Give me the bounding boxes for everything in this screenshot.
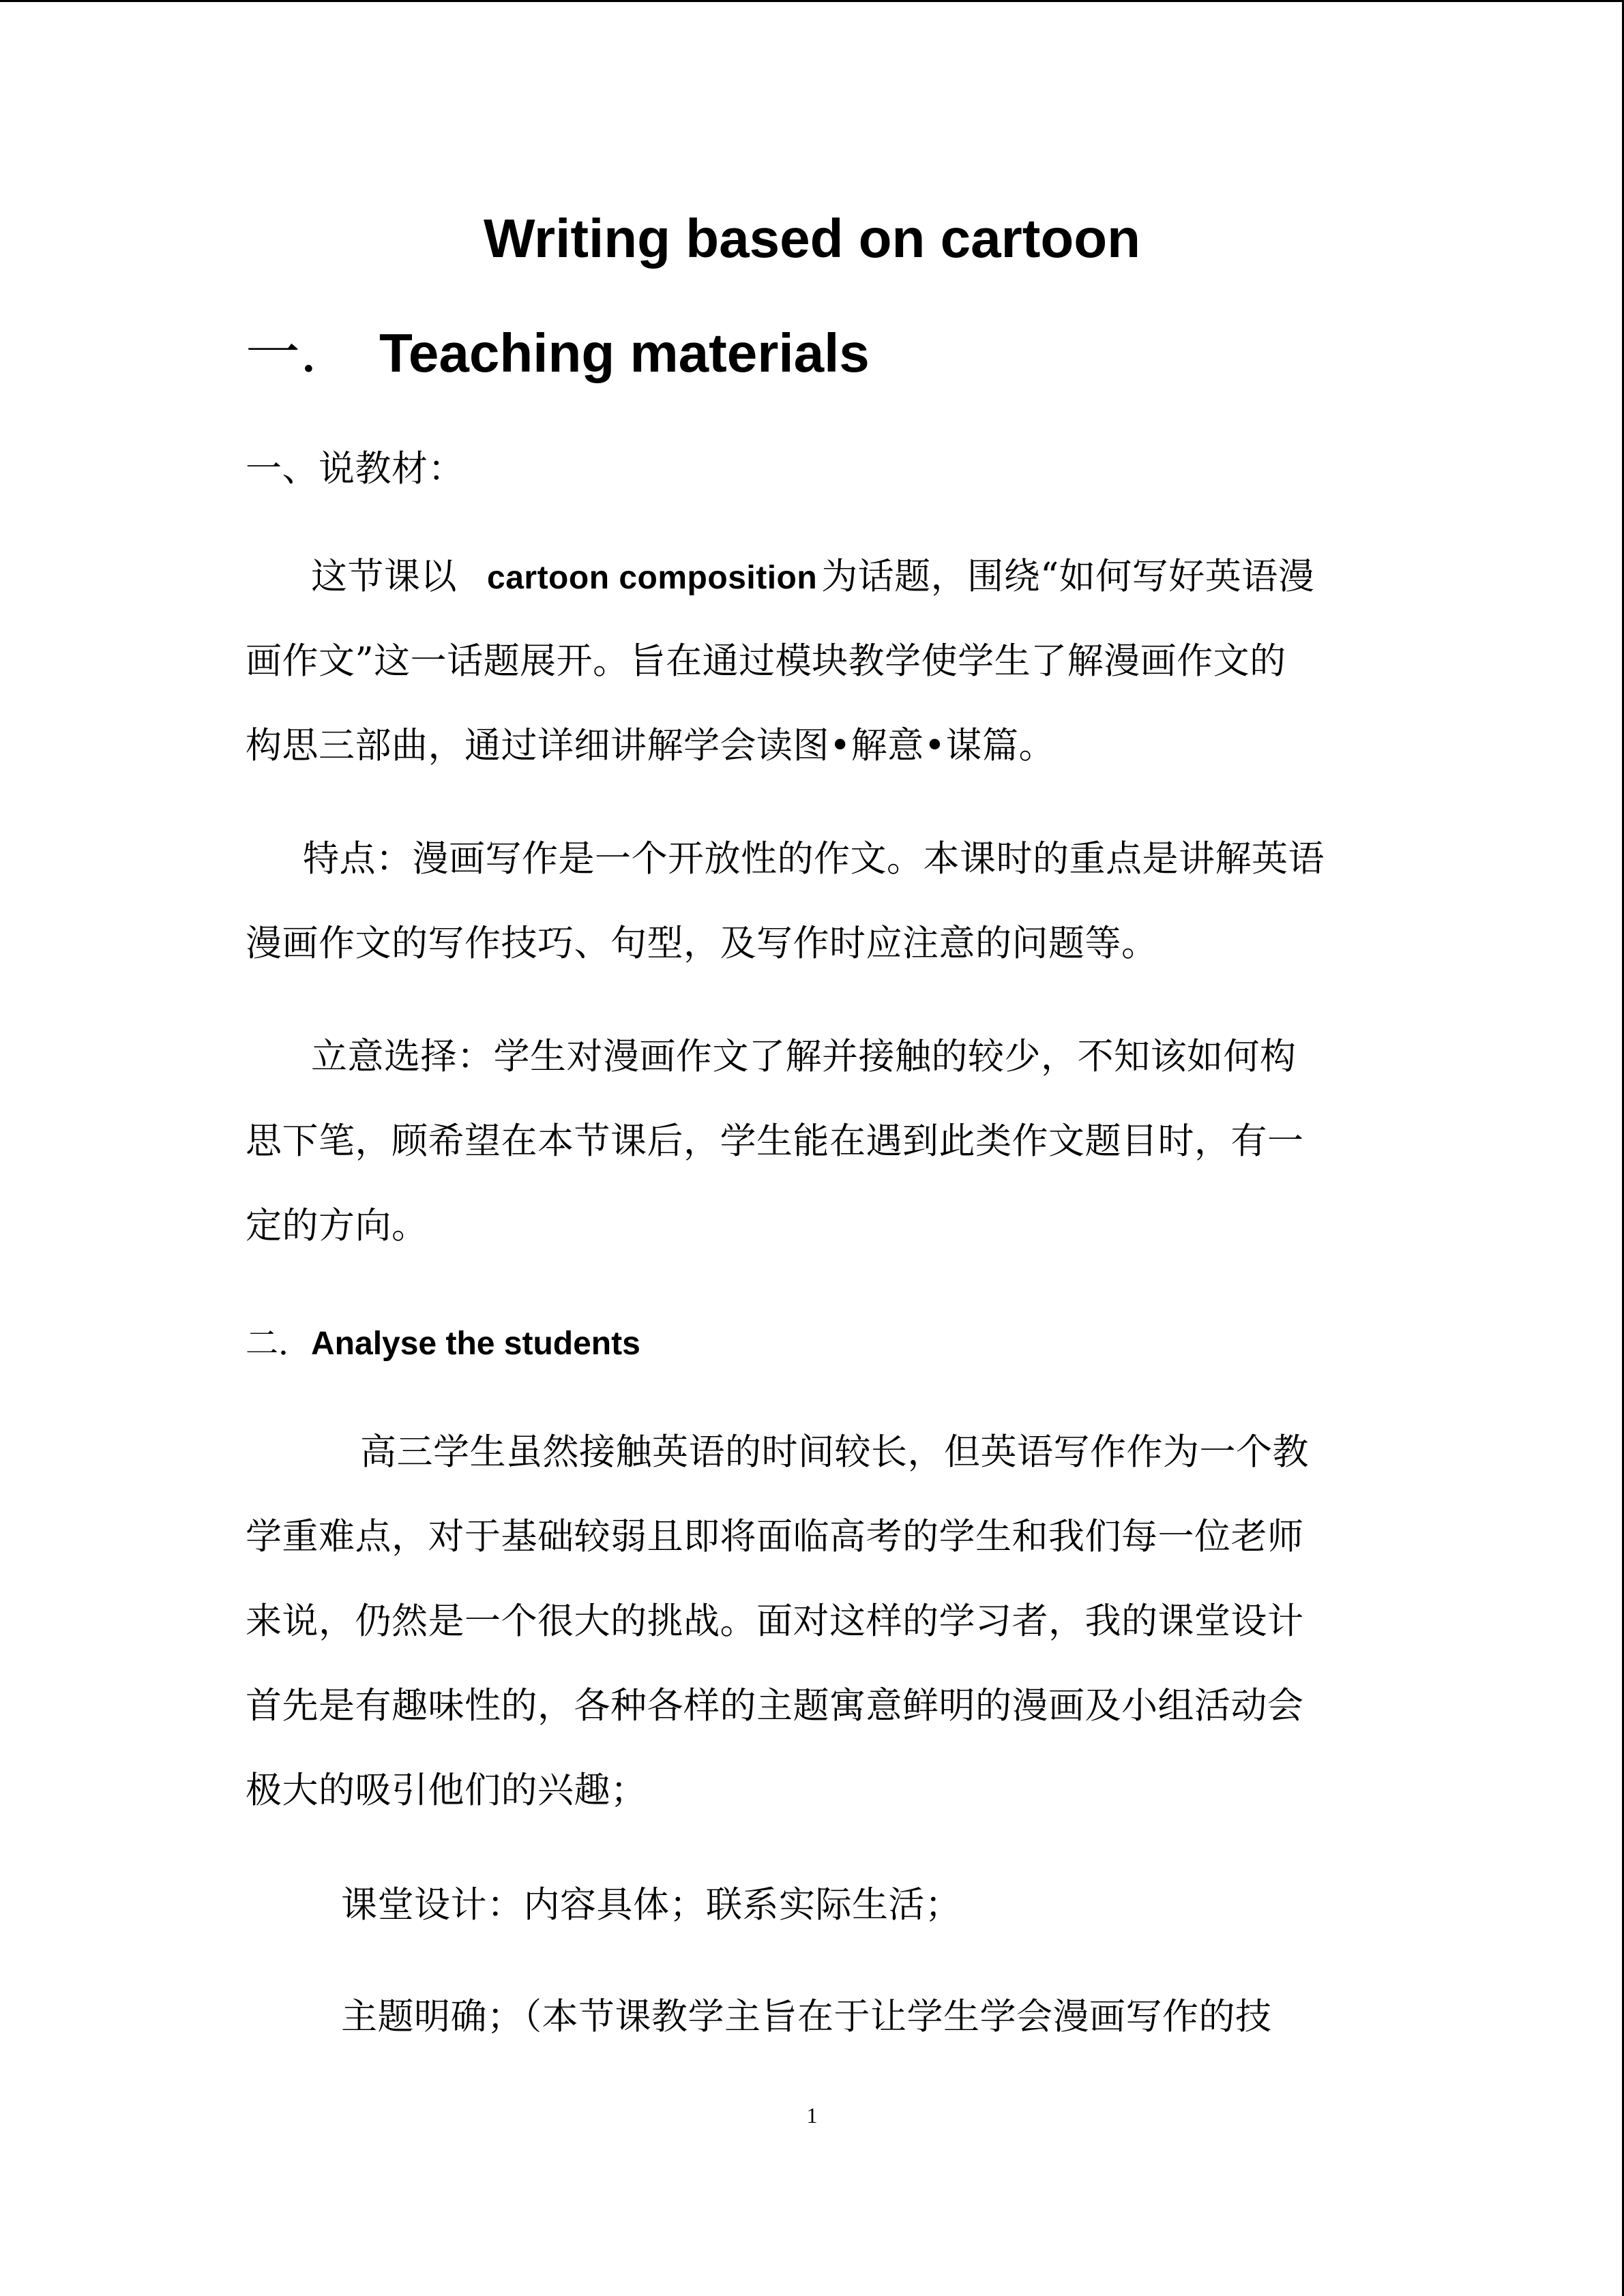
- section-heading-analyse-students: [246, 1320, 640, 1368]
- paragraph-line: 定的方向。: [246, 1205, 428, 1247]
- paragraph-line: 主题明确；（本节课教学主旨在于让学生学会漫画写作的技: [341, 1996, 1272, 2038]
- page-number: 1: [806, 2103, 818, 2128]
- english-term: cartoon composition: [487, 560, 818, 596]
- section-heading-text: Teaching materials: [379, 323, 870, 383]
- paragraph-line: 课堂设计：内容具体；联系实际生活；: [341, 1884, 962, 1926]
- paragraph-line: [311, 551, 1314, 604]
- section-heading-teaching-materials: [246, 319, 870, 387]
- section-number: 二．: [246, 1324, 312, 1362]
- document-title: Writing based on cartoon: [483, 208, 1140, 269]
- page-top-border: [0, 0, 1624, 2]
- paragraph-line: 学重难点，对于基础较弱且即将面临高考的学生和我们每一位老师: [246, 1516, 1304, 1557]
- paragraph-line: 极大的吸引他们的兴趣；: [246, 1770, 647, 1811]
- paragraph-line: 构思三部曲，通过详细讲解学会读图•解意•谋篇。: [246, 725, 1056, 766]
- paragraph-text: 为话题，围绕“如何写好英语漫: [821, 556, 1315, 597]
- paragraph-line: 画作文”这一话题展开。旨在通过模块教学使学生了解漫画作文的: [246, 640, 1286, 682]
- section-heading-text: Analyse the students: [311, 1326, 640, 1362]
- paragraph-line: 来说，仍然是一个很大的挑战。面对这样的学习者，我的课堂设计: [246, 1600, 1304, 1642]
- paragraph-line: 首先是有趣味性的，各种各样的主题寓意鲜明的漫画及小组活动会: [246, 1685, 1304, 1727]
- paragraph-line: 思下笔，顾希望在本节课后，学生能在遇到此类作文题目时，有一: [246, 1120, 1304, 1162]
- paragraph-line: 高三学生虽然接触英语的时间较长，但英语写作作为一个教: [360, 1431, 1309, 1473]
- paragraph-line: 特点：漫画写作是一个开放性的作文。本课时的重点是讲解英语: [303, 838, 1325, 880]
- paragraph-line: 漫画作文的写作技巧、句型，及写作时应注意的问题等。: [246, 923, 1158, 964]
- paragraph-text: 这节课以: [311, 556, 457, 597]
- paragraph-line: 立意选择：学生对漫画作文了解并接触的较少，不知该如何构: [311, 1036, 1297, 1077]
- subheading-textbook: 一、说教材：: [246, 448, 464, 490]
- section-number: 一．: [246, 321, 355, 385]
